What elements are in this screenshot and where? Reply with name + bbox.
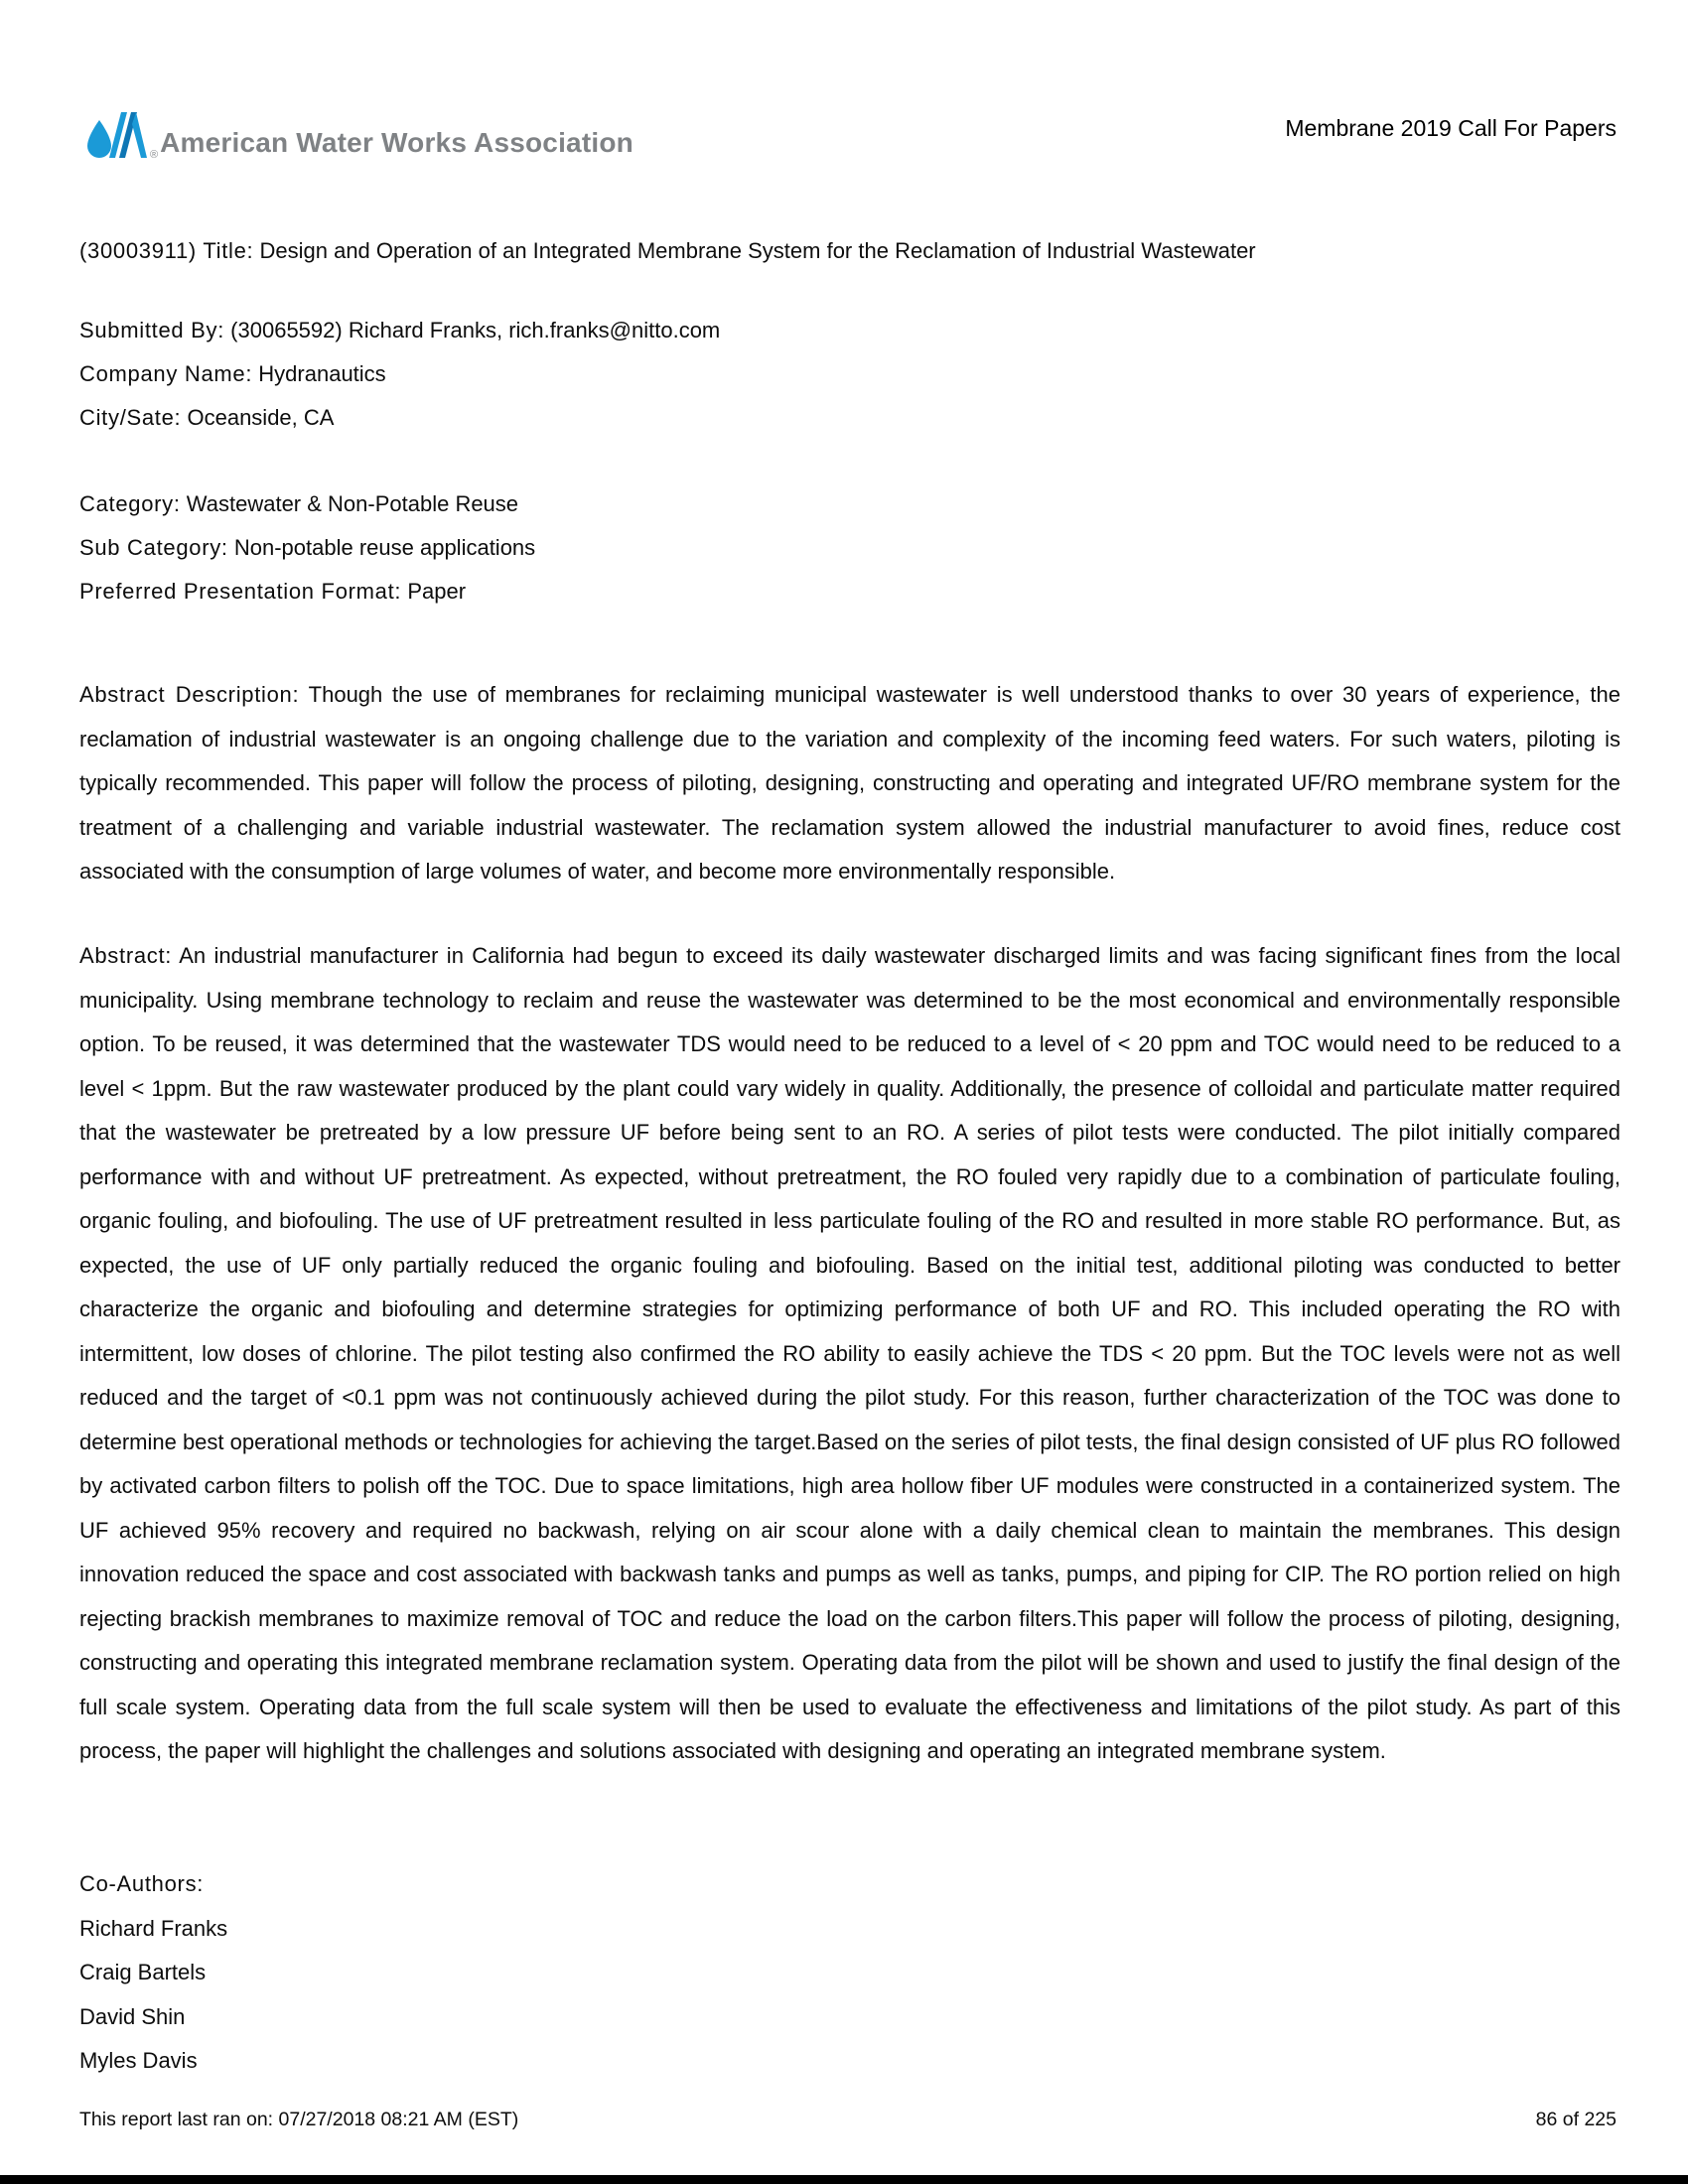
field-row-sub-category bbox=[79, 526, 1620, 570]
co-author-name: David Shin bbox=[79, 2003, 186, 2029]
awwa-drop-icon bbox=[85, 109, 149, 163]
submission-title-line bbox=[79, 236, 1620, 266]
field-row-company-name bbox=[79, 352, 1620, 396]
field-row-city-state bbox=[79, 396, 1620, 440]
awwa-logo bbox=[85, 107, 633, 163]
field-row-submitted-by bbox=[79, 309, 1620, 352]
category-label: Category: bbox=[79, 491, 181, 516]
company-name-value: Hydranautics bbox=[252, 361, 386, 386]
co-author-name: Craig Bartels bbox=[79, 1960, 207, 1985]
submission-id-title-label: (30003911) Title: bbox=[79, 238, 254, 263]
abstract-description-label: Abstract Description: bbox=[79, 682, 300, 707]
footer-last-ran: This report last ran on: 07/27/2018 08:21 AM (EST) bbox=[79, 2109, 519, 2130]
abstract-label: Abstract: bbox=[79, 943, 173, 968]
field-row-category bbox=[79, 482, 1620, 526]
page-bottom-edge bbox=[0, 2175, 1688, 2184]
category-value: Wastewater & Non-Potable Reuse bbox=[180, 491, 519, 516]
logo-org-name: American Water Works Association bbox=[160, 127, 633, 158]
co-author-name: Myles Davis bbox=[79, 2048, 198, 2074]
field-row-presentation-format bbox=[79, 570, 1620, 614]
presentation-format-label: Preferred Presentation Format: bbox=[79, 579, 402, 604]
city-state-value: Oceanside, CA bbox=[181, 405, 335, 430]
footer-page-number: 86 of 225 bbox=[1535, 2109, 1617, 2130]
presentation-format-value: Paper bbox=[401, 579, 467, 604]
co-authors-section bbox=[79, 1862, 1620, 2084]
company-name-label: Company Name: bbox=[79, 361, 253, 386]
city-state-label: City/Sate: bbox=[79, 405, 182, 430]
sub-category-label: Sub Category: bbox=[79, 535, 228, 560]
category-fields bbox=[79, 482, 1620, 614]
abstract-description-text: Though the use of membranes for reclaiming municipal wastewater is well understood thanks to over 30 years of experience, the reclamation of industrial wastewater is an ongoing challenge due to the variation and complexity of the incoming feed waters. For such waters, piloting is typically recommended. This paper will follow the process of piloting, designing, constructing and operating and integrated UF/RO membrane system for the treatment of a challenging and variable industrial wastewater. The reclamation system allowed the industrial manufacturer to avoid fines, reduce cost associated with the consumption of large volumes of water, and become more environmentally responsible. bbox=[79, 682, 1621, 884]
abstract-description-paragraph bbox=[79, 673, 1620, 894]
abstract-text: An industrial manufacturer in California had begun to exceed its daily wastewater discharged limits and was facing significant fines from the local municipality. Using membrane technology to reclaim and reuse the wastewater was determined to be the most economical and environmentally responsible option. To be reused, it was determined that the wastewater TDS would need to be reduced to a level of < 20 ppm and TOC would need to be reduced to a level < 1ppm. But the raw wastewater produced by the plant could vary widely in quality. Additionally, the presence of colloidal and particulate matter required that the wastewater be pretreated by a low pressure UF before being sent to an RO. A series of pilot tests were conducted. The pilot initially compared performance with and without UF pretreatment. As expected, without pretreatment, the RO fouled very rapidly due to a combination of particulate fouling, organic fouling, and biofouling. The use of UF pretreatment resulted in less particulate fouling of the RO and resulted in more stable RO performance. But, as expected, the use of UF only partially reduced the organic fouling and biofouling. Based on the initial test, additional piloting was conducted to better characterize the organic and biofouling and determine strategies for optimizing performance of both UF and RO. This included operating the RO with intermittent, low doses of chlorine. The pilot testing also confirmed the RO ability to easily achieve the TDS < 20 ppm. But the TOC levels were not as well reduced and the target of <0.1 ppm was not continuously achieved during the pilot study. For this reason, further characterization of the TOC was done to determine best operational methods or technologies for achieving the target.Based on the series of pilot tests, the final design consisted of UF plus RO followed by activated carbon filters to polish off the TOC. Due to space limitations, high area hollow fiber UF modules were constructed in a containerized system. The UF achieved 95% recovery and required no backwash, relying on air scour alone with a daily chemical clean to maintain the membranes. This design innovation reduced the space and cost associated with backwash tanks and pumps as well as tanks, pumps, and piping for CIP. The RO portion relied on high rejecting brackish membranes to maximize removal of TOC and reduce the load on the carbon filters.This paper will follow the process of piloting, designing, constructing and operating this integrated membrane reclamation system. Operating data from the pilot will be shown and used to justify the final design of the full scale system. Operating data from the full scale system will then be used to evaluate the effectiveness and limitations of the pilot study. As part of this process, the paper will highlight the challenges and solutions associated with designing and operating an integrated membrane system. bbox=[79, 943, 1620, 1763]
report-title: Membrane 2019 Call For Papers bbox=[1285, 115, 1617, 141]
co-authors-label: Co-Authors: bbox=[79, 1871, 205, 1896]
submitted-by-label: Submitted By: bbox=[79, 318, 225, 342]
registered-trademark-symbol: ® bbox=[150, 149, 159, 161]
submission-title-value: Design and Operation of an Integrated Membrane System for the Reclamation of Industrial Wastewater bbox=[253, 238, 1256, 263]
submitter-fields bbox=[79, 309, 1620, 440]
co-author-name: Richard Franks bbox=[79, 1915, 228, 1941]
abstract-paragraph bbox=[79, 934, 1620, 1774]
submitted-by-value: (30065592) Richard Franks, rich.franks@nitto.com bbox=[224, 318, 721, 342]
sub-category-value: Non-potable reuse applications bbox=[227, 535, 536, 560]
